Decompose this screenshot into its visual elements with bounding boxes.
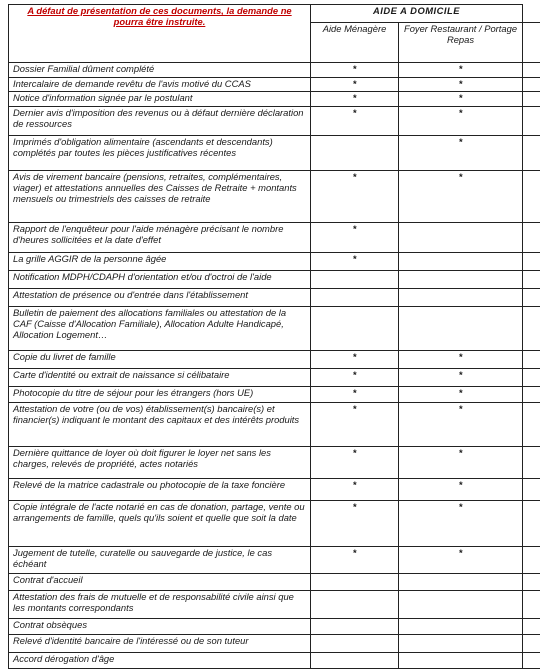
foyer-restaurant-mark: * [399,447,523,479]
document-label: La grille AGGIR de la personne âgée [9,253,311,271]
extra-cell [523,501,540,547]
aide-menagere-mark: * [311,547,399,574]
foyer-restaurant-mark [399,307,523,351]
document-label: Jugement de tutelle, curatelle ou sauvegarde de justice, le cas échéant [9,547,311,574]
aide-menagere-mark: * [311,223,399,253]
document-label: Attestation de votre (ou de vos) établissement(s) bancaire(s) et financier(s) indiquant le montant des capitaux et des intérêts produits [9,403,311,447]
document-label: Copie intégrale de l'acte notarié en cas de donation, partage, vente ou arrangements de famille, quels qu'ils soient et quelle que soit la date [9,501,311,547]
document-label: Imprimés d'obligation alimentaire (ascendants et descendants) complétés par toutes les pièces justificatives récentes [9,136,311,171]
extra-cell [523,574,540,591]
foyer-restaurant-mark [399,635,523,653]
foyer-restaurant-mark: * [399,92,523,107]
extra-cell [523,223,540,253]
extra-cell [523,307,540,351]
foyer-restaurant-mark: * [399,403,523,447]
document-label: Photocopie du titre de séjour pour les étrangers (hors UE) [9,387,311,403]
foyer-restaurant-mark [399,653,523,669]
table-row [9,619,540,635]
foyer-restaurant-mark [399,271,523,289]
document-label: Relevé de la matrice cadastrale ou photocopie de la taxe foncière [9,479,311,501]
document-label: Dernière quittance de loyer où doit figurer le loyer net sans les charges, relevés de propriété, actes notariés [9,447,311,479]
foyer-restaurant-mark: * [399,171,523,223]
column-header-extra [523,23,540,63]
document-label: Dossier Familial dûment complété [9,63,311,78]
table-row [9,653,540,669]
extra-cell [523,351,540,369]
extra-cell [523,619,540,635]
aide-menagere-mark: * [311,387,399,403]
aide-menagere-mark [311,289,399,307]
aide-menagere-mark: * [311,253,399,271]
extra-cell [523,107,540,136]
foyer-restaurant-mark: * [399,107,523,136]
table-row [9,501,540,547]
foyer-restaurant-mark: * [399,63,523,78]
extra-cell [523,289,540,307]
table-row [9,351,540,369]
foyer-restaurant-mark: * [399,351,523,369]
aide-menagere-mark: * [311,351,399,369]
required-documents-warning: A défaut de présentation de ces documents, la demande ne pourra être instruite. [9,5,311,63]
extra-cell [523,136,540,171]
document-label: Rapport de l'enquêteur pour l'aide ménagère précisant le nombre d'heures sollicitées et la date d'effet [9,223,311,253]
extra-cell [523,171,540,223]
foyer-restaurant-mark: * [399,547,523,574]
foyer-restaurant-mark: * [399,136,523,171]
table-row [9,635,540,653]
foyer-restaurant-mark: * [399,387,523,403]
extra-cell [523,547,540,574]
table-row [9,271,540,289]
aide-menagere-mark: * [311,369,399,387]
header-row [9,5,540,23]
document-label: Attestation des frais de mutuelle et de responsabilité civile ainsi que les montants correspondants [9,591,311,619]
extra-cell [523,271,540,289]
extra-cell [523,447,540,479]
document-label: Notice d'information signée par le postulant [9,92,311,107]
foyer-restaurant-mark [399,574,523,591]
document-label: Carte d'identité ou extrait de naissance si célibataire [9,369,311,387]
aide-menagere-mark [311,271,399,289]
aide-menagere-mark: * [311,107,399,136]
foyer-restaurant-mark: * [399,369,523,387]
aide-menagere-mark [311,307,399,351]
aide-menagere-mark [311,653,399,669]
aide-menagere-mark: * [311,171,399,223]
table-row [9,447,540,479]
column-header-foyer-restaurant: Foyer Restaurant / Portage Repas [399,23,523,63]
aide-menagere-mark [311,136,399,171]
document-label: Relevé d'identité bancaire de l'intéressé ou de son tuteur [9,635,311,653]
extra-cell [523,653,540,669]
aide-menagere-mark: * [311,479,399,501]
table-row [9,574,540,591]
table-row [9,403,540,447]
document-label: Avis de virement bancaire (pensions, retraites, complémentaires, viager) et attestations annuelles des Caisses de Retraite + montants mensuels ou trimestriels des caisses de retraite [9,171,311,223]
table-row [9,136,540,171]
extra-cell [523,403,540,447]
foyer-restaurant-mark: * [399,479,523,501]
extra-cell [523,63,540,78]
table-row [9,223,540,253]
table-row [9,107,540,136]
aide-menagere-mark: * [311,403,399,447]
document-label: Intercalaire de demande revêtu de l'avis motivé du CCAS [9,78,311,92]
document-label: Accord dérogation d'âge [9,653,311,669]
table-row [9,479,540,501]
extra-cell [523,253,540,271]
aide-menagere-mark [311,591,399,619]
foyer-restaurant-mark [399,223,523,253]
table-row [9,369,540,387]
aide-menagere-mark [311,635,399,653]
foyer-restaurant-mark [399,289,523,307]
table-row [9,63,540,78]
foyer-restaurant-mark [399,253,523,271]
extra-cell [523,78,540,92]
foyer-restaurant-mark: * [399,78,523,92]
document-label: Contrat d'accueil [9,574,311,591]
table-row [9,92,540,107]
extra-cell [523,591,540,619]
document-label: Contrat obsèques [9,619,311,635]
document-label: Dernier avis d'imposition des revenus ou à défaut dernière déclaration de ressources [9,107,311,136]
document-label: Notification MDPH/CDAPH d'orientation et/ou d'octroi de l'aide [9,271,311,289]
aide-menagere-mark: * [311,447,399,479]
table-row [9,78,540,92]
extra-cell [523,635,540,653]
table-row [9,253,540,271]
table-row [9,171,540,223]
table-row [9,307,540,351]
aide-menagere-mark: * [311,92,399,107]
aide-menagere-mark: * [311,78,399,92]
table-row [9,387,540,403]
document-sheet [8,4,540,656]
foyer-restaurant-mark: * [399,501,523,547]
table-row [9,547,540,574]
aide-menagere-mark: * [311,501,399,547]
extra-cell [523,92,540,107]
documents-table [8,4,540,669]
table-row [9,289,540,307]
aide-menagere-mark [311,619,399,635]
aide-a-domicile-header: AIDE A DOMICILE [311,5,523,23]
document-label: Bulletin de paiement des allocations familiales ou attestation de la CAF (Caisse d'Allocation Familiale), Allocation Adulte Handicapé, Allocation Logement… [9,307,311,351]
extra-cell [523,369,540,387]
document-label: Copie du livret de famille [9,351,311,369]
table-row [9,591,540,619]
extra-cell [523,387,540,403]
foyer-restaurant-mark [399,619,523,635]
document-label: Attestation de présence ou d'entrée dans l'établissement [9,289,311,307]
foyer-restaurant-mark [399,591,523,619]
column-header-aide-menagere: Aide Ménagère [311,23,399,63]
extra-cell [523,479,540,501]
extra-column-header [523,5,540,23]
aide-menagere-mark [311,574,399,591]
aide-menagere-mark: * [311,63,399,78]
